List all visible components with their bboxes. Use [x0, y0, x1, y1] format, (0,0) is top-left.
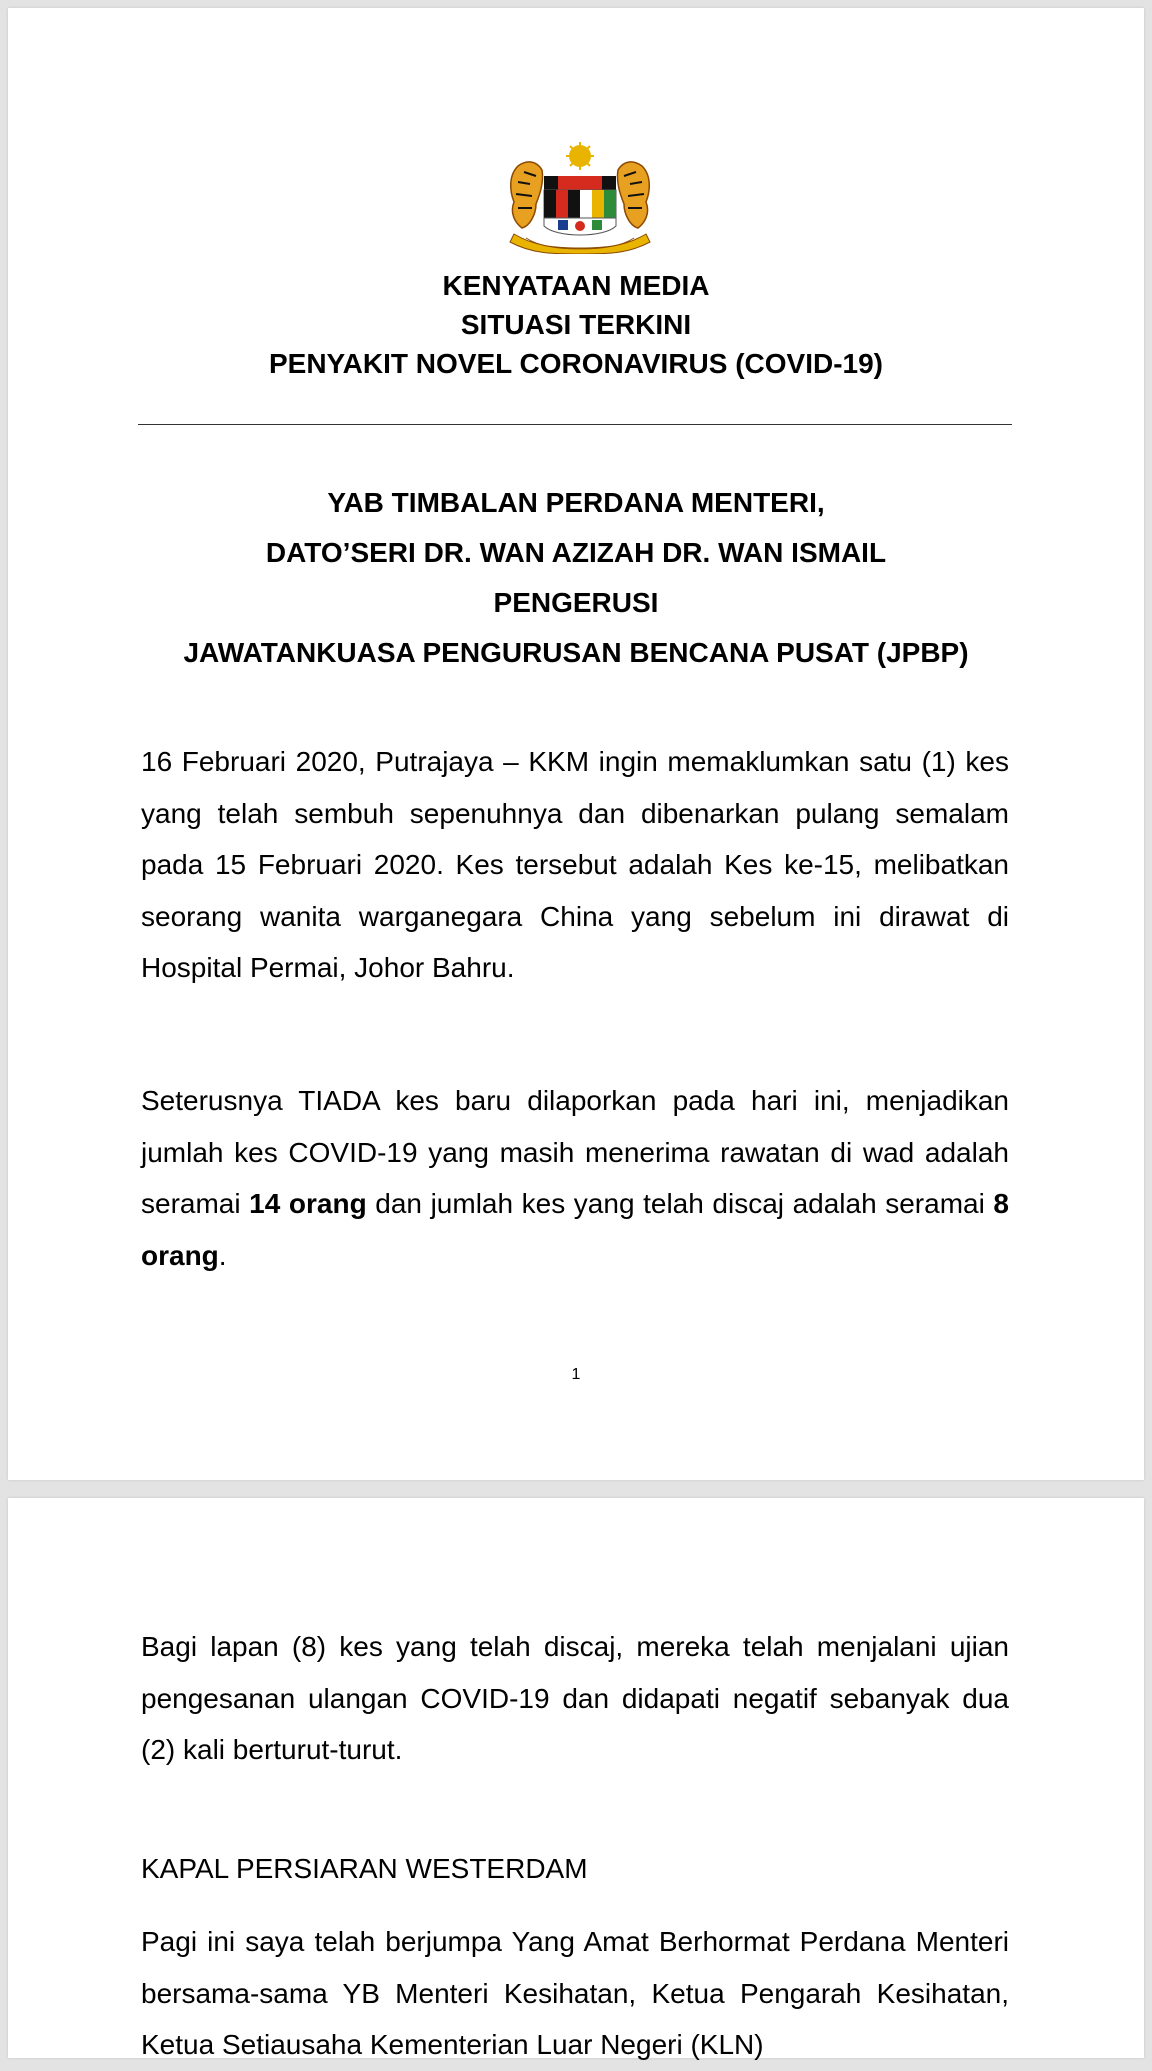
- speaker-title-line: YAB TIMBALAN PERDANA MENTERI,: [327, 487, 825, 518]
- document-page-2: [8, 1498, 1144, 2058]
- body-paragraph: Bagi lapan (8) kes yang telah discaj, mereka telah menjalani ujian pengesanan ulangan COVID-19 dan didapati negatif sebanyak dua (2) kali berturut-turut.: [141, 1631, 1009, 1765]
- page-number: 1: [571, 1366, 581, 1383]
- body-paragraph: Pagi ini saya telah berjumpa Yang Amat Berhormat Perdana Menteri bersama-sama YB Menteri Kesihatan, Ketua Pengarah Kesihatan, Ketua Setiausaha Kementerian Luar Negeri (KLN): [141, 1926, 1009, 2060]
- divider: [138, 424, 1012, 425]
- press-title: [8, 266, 1144, 383]
- section-heading: KAPAL PERSIARAN WESTERDAM: [141, 1853, 588, 1884]
- title-line: PENYAKIT NOVEL CORONAVIRUS (COVID-19): [268, 348, 884, 379]
- title-line: KENYATAAN MEDIA: [442, 270, 710, 301]
- text-run: Seterusnya TIADA kes baru dilaporkan pada hari ini, menjadikan jumlah kes COVID-19 yang masih menerima rawatan di wad adalah seramai: [141, 1085, 1009, 1219]
- inpatient-count: 14 orang: [249, 1188, 367, 1219]
- text-run: dan jumlah kes yang telah discaj adalah seramai: [366, 1188, 994, 1219]
- body-paragraph: 16 Februari 2020, Putrajaya – KKM ingin memaklumkan satu (1) kes yang telah sembuh sepenuhnya dan dibenarkan pulang semalam pada 15 Februari 2020. Kes tersebut adalah Kes ke-15, melibatkan seorang wanita warganegara China yang sebelum ini dirawat di Hospital Permai, Johor Bahru.: [141, 746, 1009, 983]
- speaker-name-line: DATO’SERI DR. WAN AZIZAH DR. WAN ISMAIL: [265, 537, 887, 568]
- committee-line: JAWATANKUASA PENGURUSAN BENCANA PUSAT (JPBP): [183, 637, 969, 668]
- malaysia-coat-of-arms-icon: [504, 142, 656, 254]
- title-line: SITUASI TERKINI: [460, 309, 692, 340]
- discharged-count: 8 orang: [141, 1188, 1009, 1271]
- document-page-1: [8, 8, 1144, 1480]
- speaker-heading: [8, 478, 1144, 678]
- text-run: .: [218, 1239, 227, 1271]
- body-paragraph: [141, 1075, 1009, 1281]
- speaker-role-line: PENGERUSI: [493, 587, 659, 618]
